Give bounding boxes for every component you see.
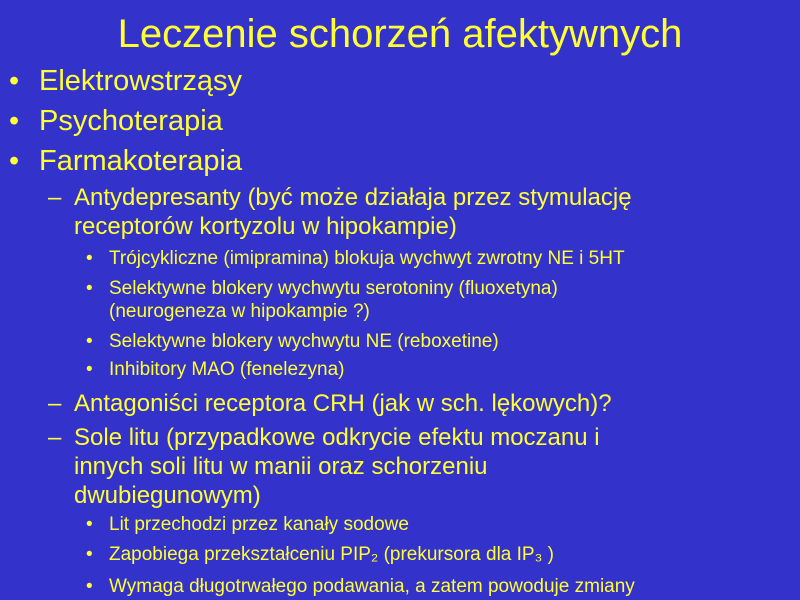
bullet-dot: • <box>86 359 93 380</box>
bullet-dash: – <box>48 390 62 417</box>
bullet-text: Trójcykliczne (imipramina) blokuja wychwyt zwrotny NE i 5HT <box>109 248 625 269</box>
bullet-text-line: innych soli litu w manii oraz schorzeniu <box>74 453 488 480</box>
bullet-text-line: Sole litu (przypadkowe odkrycie efektu moczanu i <box>74 424 600 451</box>
bullet-text-line: receptorów kortyzolu w hipokampie) <box>74 213 457 240</box>
bullet-dot: • <box>86 248 93 269</box>
bullet-text: Selektywne blokery wychwytu NE (reboxetine) <box>109 331 499 352</box>
bullet-dot: • <box>86 514 93 535</box>
bullet-text: Elektrowstrząsy <box>39 65 243 97</box>
bullet-dot: • <box>9 65 20 97</box>
bullet-text: Psychoterapia <box>39 105 223 137</box>
bullet-dash: – <box>48 424 62 451</box>
bullet-text: Antagoniści receptora CRH (jak w sch. lękowych)? <box>74 390 612 417</box>
bullet-text-line: (neurogeneza w hipokampie ?) <box>109 301 370 322</box>
bullet-text: Farmakoterapia <box>39 145 243 177</box>
bullet-dot: • <box>86 331 93 352</box>
slide-title: Leczenie schorzeń afektywnych <box>117 12 683 56</box>
bullet-text-line: Antydepresanty (być może działaja przez stymulację <box>74 184 632 211</box>
bullet-dot: • <box>9 145 20 177</box>
bullet-text: Inhibitory MAO (fenelezyna) <box>109 359 345 380</box>
bullet-dot: • <box>86 576 93 597</box>
bullet-text: Lit przechodzi przez kanały sodowe <box>109 514 409 535</box>
bullet-dot: • <box>86 544 93 565</box>
bullet-text: Wymaga długotrwałego podawania, a zatem powoduje zmiany <box>109 576 635 597</box>
bullet-text: Zapobiega przekształceniu PIP₂ (prekursora dla IP₃ ) <box>109 544 554 565</box>
bullet-text-line: dwubiegunowym) <box>74 482 261 509</box>
bullet-dash: – <box>48 184 62 211</box>
bullet-text-line: Selektywne blokery wychwytu serotoniny (fluoxetyna) <box>109 278 558 299</box>
bullet-dot: • <box>86 278 93 299</box>
bullet-dot: • <box>9 105 20 137</box>
